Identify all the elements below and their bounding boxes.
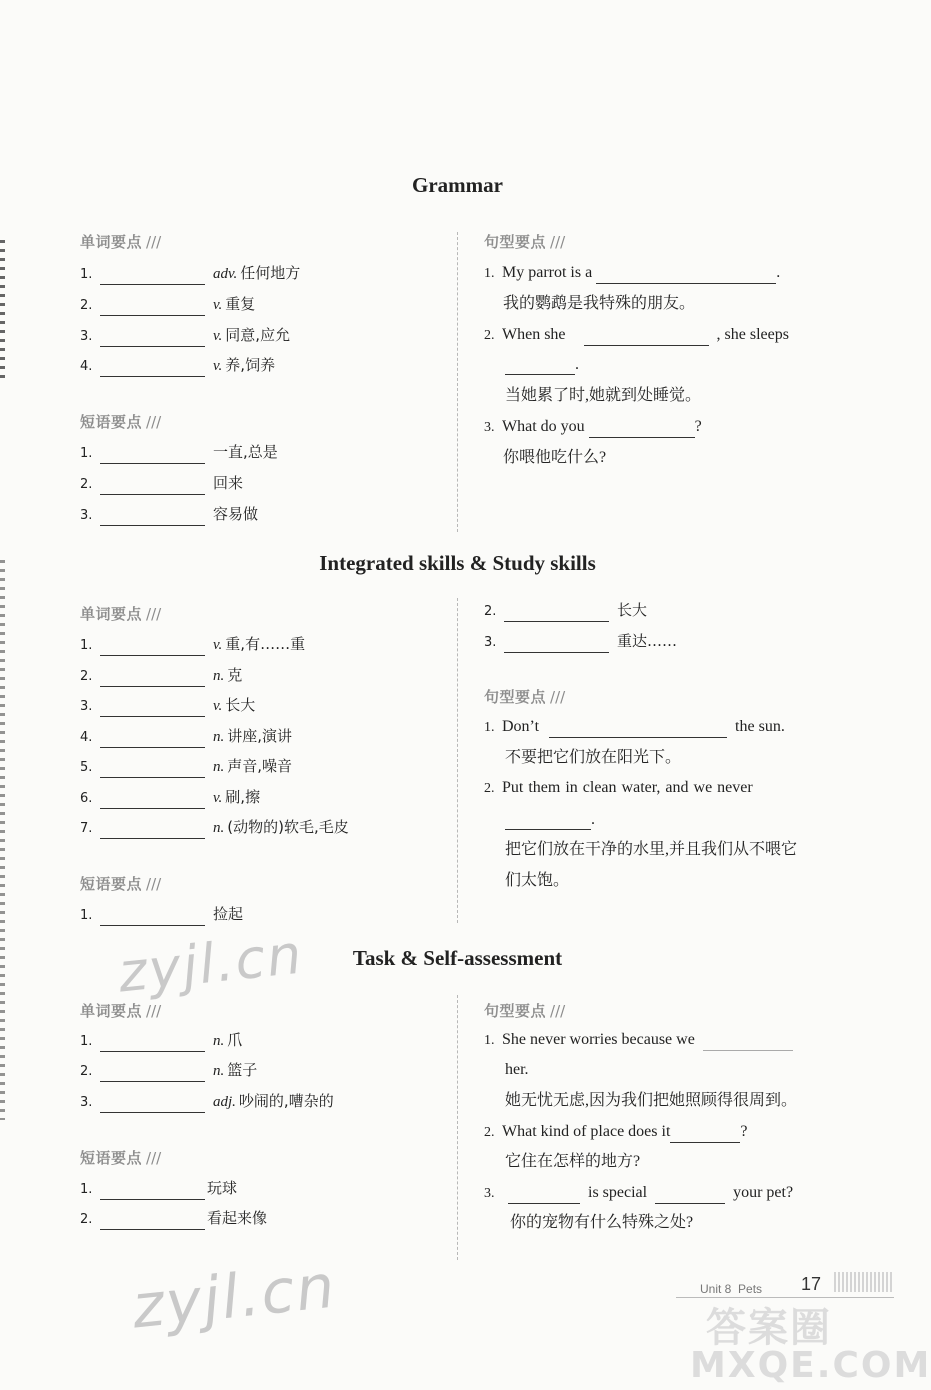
sentence-item: 1. She never worries because we (484, 1030, 793, 1051)
answer-blank[interactable] (100, 700, 205, 717)
phrase-item: 3. 容易做 (80, 504, 258, 526)
answer-blank[interactable] (100, 1096, 205, 1113)
answer-blank[interactable] (100, 639, 205, 656)
vocab-item: 6. v. 刷,擦 (80, 787, 260, 809)
answer-blank[interactable] (589, 421, 695, 438)
sentence-item: 2. When she , she sleeps (484, 325, 789, 346)
footer-rule (676, 1297, 894, 1298)
binding-edge (0, 560, 5, 1120)
phrase-item: 3. 重达…… (484, 631, 677, 653)
sentence-translation: 不要把它们放在阳光下。 (505, 749, 682, 766)
vocab-item: 5. n. 声音,噪音 (80, 756, 292, 778)
sentence-translation: 它住在怎样的地方? (505, 1153, 641, 1170)
vocab-heading: 单词要点 /// (80, 233, 162, 251)
answer-blank[interactable] (100, 731, 205, 748)
answer-blank[interactable] (100, 822, 205, 839)
watermark: 答案圈 (706, 1305, 832, 1351)
sentence-translation: 我的鹦鹉是我特殊的朋友。 (503, 295, 696, 312)
footer-unit: Unit 8 Pets (700, 1282, 763, 1296)
answer-blank[interactable] (584, 329, 709, 346)
section-title-grammar: Grammar (412, 173, 503, 197)
answer-blank[interactable] (596, 267, 776, 284)
sentence-continuation: . (505, 810, 595, 830)
vocab-item: 2. v. 重复 (80, 294, 255, 316)
vocab-item: 7. n. (动物的)软毛,毛皮 (80, 817, 349, 839)
binding-edge (0, 240, 5, 380)
vocab-item: 1. n. 爪 (80, 1030, 242, 1052)
phrase-item: 1. 玩球 (80, 1178, 237, 1200)
sentence-item: 2. What kind of place does it ? (484, 1122, 748, 1143)
phrase-item: 2. 长大 (484, 600, 647, 622)
answer-blank[interactable] (100, 1213, 205, 1230)
phrase-heading: 短语要点 /// (80, 413, 162, 431)
sentence-item: 1. Don’t the sun. (484, 717, 785, 738)
answer-blank[interactable] (100, 509, 205, 526)
watermark: zyjl.cn (115, 922, 307, 1005)
watermark: zyjl.cn (128, 1251, 340, 1343)
answer-blank[interactable] (100, 447, 205, 464)
vocab-item: 4. n. 讲座,演讲 (80, 726, 292, 748)
vocab-item: 3. v. 同意,应允 (80, 325, 290, 347)
vocab-heading: 单词要点 /// (80, 605, 162, 623)
answer-blank[interactable] (100, 330, 205, 347)
column-divider (457, 598, 458, 923)
vocab-item: 4. v. 养,饲养 (80, 355, 275, 377)
sentence-continuation: her. (505, 1061, 529, 1078)
vocab-item: 3. adj. 吵闹的,嘈杂的 (80, 1091, 334, 1113)
sentence-item: 3. is special your pet? (484, 1183, 793, 1204)
column-divider (457, 995, 458, 1260)
answer-blank[interactable] (508, 1187, 580, 1204)
answer-blank[interactable] (100, 299, 205, 316)
answer-blank[interactable] (670, 1126, 740, 1143)
answer-blank[interactable] (100, 792, 205, 809)
answer-blank[interactable] (703, 1034, 793, 1051)
answer-blank[interactable] (100, 670, 205, 687)
sentence-item: 3. What do you ? (484, 417, 702, 438)
phrase-item: 1. 一直,总是 (80, 442, 278, 464)
answer-blank[interactable] (100, 1183, 205, 1200)
sentence-translation: 她无忧无虑,因为我们把她照顾得很周到。 (505, 1092, 798, 1109)
footer-pattern (834, 1272, 894, 1292)
answer-blank[interactable] (100, 360, 205, 377)
sentence-heading: 句型要点 /// (484, 1002, 566, 1020)
vocab-heading: 单词要点 /// (80, 1002, 162, 1020)
sentence-continuation: . (505, 355, 579, 375)
phrase-item: 2. 看起来像 (80, 1208, 267, 1230)
sentence-heading: 句型要点 /// (484, 233, 566, 251)
answer-blank[interactable] (505, 358, 575, 375)
answer-blank[interactable] (100, 1035, 205, 1052)
answer-blank[interactable] (100, 909, 205, 926)
sentence-translation: 们太饱。 (505, 872, 570, 889)
section-title-integrated: Integrated skills & Study skills (319, 551, 596, 575)
sentence-translation: 你的宠物有什么特殊之处? (510, 1214, 694, 1231)
answer-blank[interactable] (100, 268, 205, 285)
sentence-translation: 你喂他吃什么? (503, 449, 607, 466)
phrase-item: 2. 回来 (80, 473, 243, 495)
phrase-heading: 短语要点 /// (80, 875, 162, 893)
sentence-item: 1. My parrot is a . (484, 263, 780, 284)
page-number: 17 (801, 1274, 822, 1294)
vocab-item: 1. adv. 任何地方 (80, 263, 300, 285)
answer-blank[interactable] (549, 721, 727, 738)
answer-blank[interactable] (100, 761, 205, 778)
phrase-heading: 短语要点 /// (80, 1149, 162, 1167)
sentence-translation: 把它们放在干净的水里,并且我们从不喂它 (505, 841, 798, 858)
phrase-item: 1. 捡起 (80, 904, 243, 926)
section-title-task: Task & Self-assessment (352, 946, 563, 970)
sentence-translation: 当她累了时,她就到处睡觉。 (505, 387, 702, 404)
vocab-item: 2. n. 克 (80, 665, 242, 687)
answer-blank[interactable] (504, 605, 609, 622)
vocab-item: 2. n. 篮子 (80, 1060, 257, 1082)
answer-blank[interactable] (100, 478, 205, 495)
sentence-heading: 句型要点 /// (484, 688, 566, 706)
answer-blank[interactable] (100, 1065, 205, 1082)
answer-blank[interactable] (655, 1187, 725, 1204)
vocab-item: 3. v. 长大 (80, 695, 255, 717)
vocab-item: 1. v. 重,有……重 (80, 634, 305, 656)
watermark: MXQE.COM (690, 1345, 931, 1386)
answer-blank[interactable] (504, 636, 609, 653)
answer-blank[interactable] (505, 813, 591, 830)
column-divider (457, 232, 458, 532)
sentence-item: 2. Put them in clean water, and we never (484, 779, 753, 796)
